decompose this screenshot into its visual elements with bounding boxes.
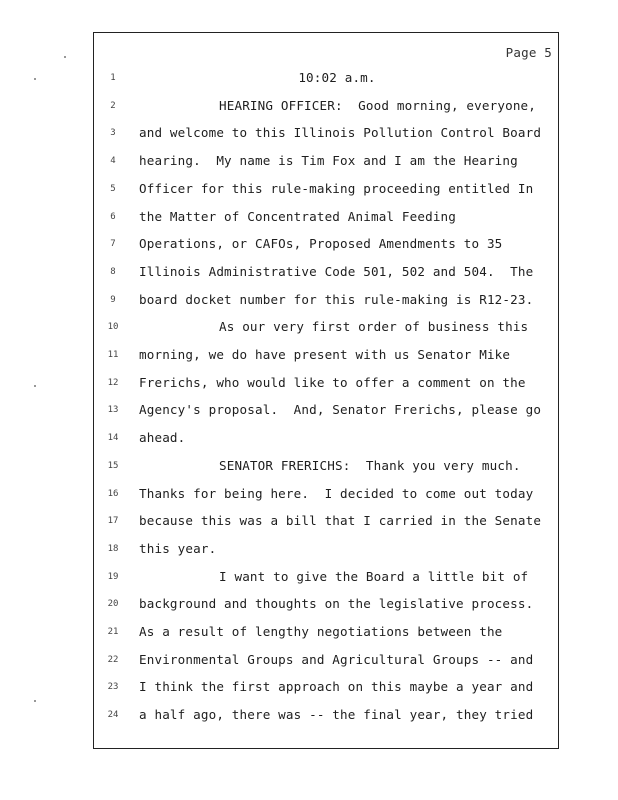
transcript-line	[94, 485, 560, 513]
line-number: 3	[110, 128, 116, 139]
line-number: 13	[107, 405, 119, 416]
transcript-line	[94, 291, 560, 319]
transcript-line	[94, 180, 560, 208]
transcript-line	[94, 263, 560, 291]
transcript-line	[94, 707, 560, 734]
line-number: 20	[107, 599, 119, 610]
line-number: 19	[107, 571, 119, 582]
transcript-page	[93, 32, 559, 749]
transcript-line	[94, 430, 560, 457]
transcript-line	[94, 374, 560, 402]
line-number: 7	[110, 239, 116, 250]
line-text: As our very first order of business this	[219, 319, 529, 335]
line-number: 8	[110, 266, 116, 277]
line-text: Illinois Administrative Code 501, 502 and 504. The	[139, 263, 534, 279]
scan-speck	[34, 78, 36, 80]
line-text: I want to give the Board a little bit of	[219, 568, 529, 584]
line-number: 1	[110, 73, 116, 83]
line-text: Agency's proposal. And, Senator Frerichs, please go	[139, 402, 542, 418]
transcript-line	[94, 624, 560, 651]
transcript-line	[94, 319, 560, 346]
scan-speck	[34, 700, 36, 702]
transcript-line	[94, 70, 560, 97]
line-number: 21	[107, 627, 119, 637]
line-text: the Matter of Concentrated Animal Feeding	[139, 208, 457, 224]
line-number: 11	[107, 350, 119, 360]
line-number: 9	[110, 294, 116, 305]
transcript-line	[94, 540, 560, 568]
line-number: 22	[107, 654, 119, 665]
transcript-line	[94, 679, 560, 706]
line-number: 15	[107, 460, 119, 471]
line-number: 14	[107, 433, 119, 444]
transcript-line	[94, 125, 560, 152]
line-number: 10	[107, 322, 119, 333]
line-text: Environmental Groups and Agricultural Groups -- and	[139, 651, 534, 667]
line-text: 10:02 a.m.	[298, 70, 376, 85]
line-text: HEARING OFFICER: Good morning, everyone,	[219, 97, 537, 113]
transcript-line	[94, 596, 560, 623]
transcript-line	[94, 208, 560, 236]
line-text: morning, we do have present with us Senator Mike	[139, 347, 511, 362]
line-text: and welcome to this Illinois Pollution Control Board	[139, 125, 542, 141]
transcript-line	[94, 457, 560, 485]
line-number: 23	[107, 682, 119, 693]
transcript-line	[94, 347, 560, 374]
line-number: 12	[107, 377, 119, 388]
line-number: 18	[107, 543, 119, 554]
line-text: Operations, or CAFOs, Proposed Amendments to 35	[139, 236, 503, 252]
line-text: I think the first approach on this maybe a year and	[139, 679, 534, 695]
line-number: 24	[107, 710, 119, 721]
transcript-line	[94, 651, 560, 679]
line-text: hearing. My name is Tim Fox and I am the Hearing	[139, 153, 518, 169]
line-number: 4	[110, 156, 116, 167]
line-text: As a result of lengthy negotiations between the	[139, 624, 503, 639]
line-text: SENATOR FRERICHS: Thank you very much.	[219, 457, 521, 473]
line-text: Frerichs, who would like to offer a comment on the	[139, 374, 526, 390]
transcript-line	[94, 97, 560, 125]
page-number: Page 5	[505, 45, 552, 60]
transcript-line	[94, 153, 560, 180]
transcript-line	[94, 568, 560, 596]
line-text: a half ago, there was -- the final year, they tried	[139, 707, 534, 723]
line-text: this year.	[139, 540, 217, 556]
scan-speck	[34, 385, 36, 387]
line-text: Officer for this rule-making proceeding entitled In	[139, 180, 534, 196]
line-text: Thanks for being here. I decided to come out today	[139, 485, 534, 501]
line-number: 6	[110, 211, 116, 222]
line-number: 5	[110, 183, 116, 194]
line-text: because this was a bill that I carried in the Senate	[139, 513, 542, 529]
line-text: ahead.	[139, 430, 186, 446]
line-text: board docket number for this rule-making is R12-23.	[139, 291, 534, 307]
line-number: 17	[107, 516, 119, 527]
transcript-line	[94, 236, 560, 263]
line-number: 2	[110, 100, 116, 111]
transcript-line	[94, 402, 560, 429]
line-text: background and thoughts on the legislative process.	[139, 596, 534, 612]
scan-speck	[64, 56, 66, 58]
transcript-line	[94, 513, 560, 540]
line-number: 16	[107, 488, 119, 499]
